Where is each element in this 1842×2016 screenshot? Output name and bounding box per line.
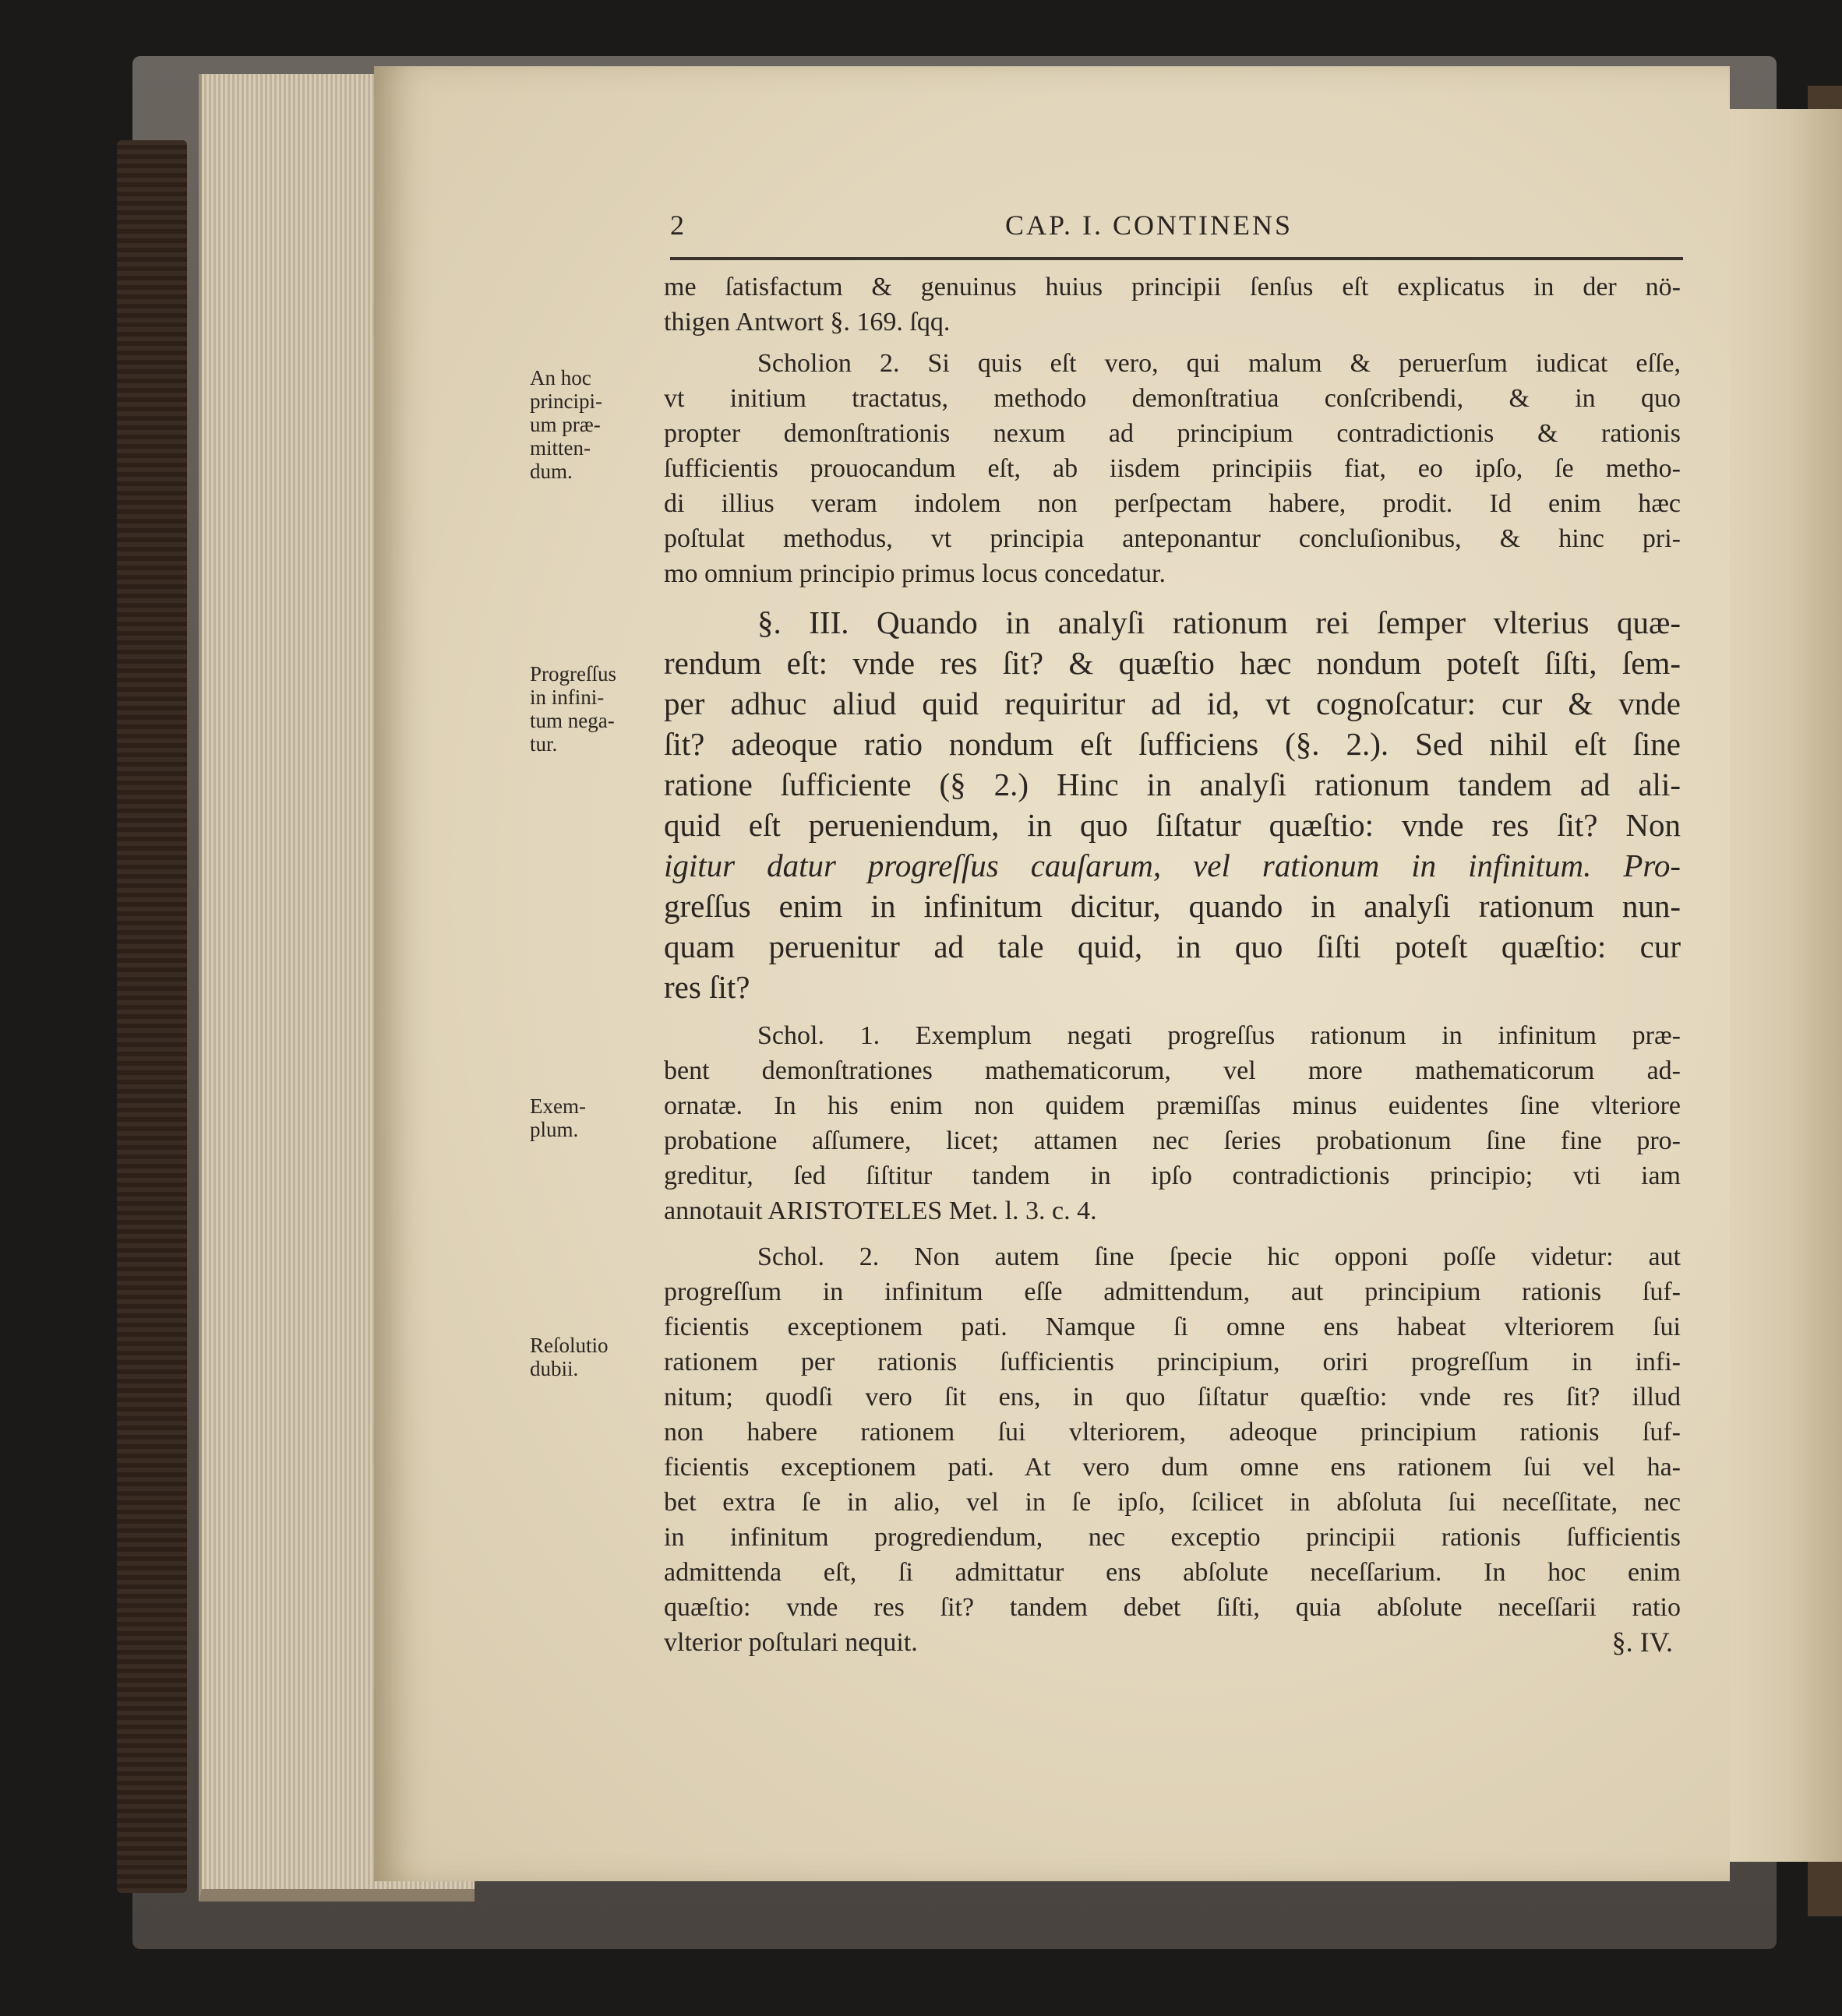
text-line: propter demonſtrationis nexum ad principium contradictionis & rationis <box>664 419 1681 448</box>
book-spine-leather <box>117 140 187 1893</box>
text-line: ratione ſufficiente (§ 2.) Hinc in analyſi rationum tandem ad ali- <box>664 767 1681 802</box>
page-number: 2 <box>670 210 686 241</box>
margin-note-line: Reſolutio <box>530 1334 609 1357</box>
margin-note-line: principi- <box>530 389 602 413</box>
text-line: nitum; quodſi vero ſit ens, in quo ſiſtatur quæſtio: vnde res ſit? illud <box>664 1383 1681 1412</box>
text-line: per adhuc aliud quid requiritur ad id, vt cognoſcatur: cur & vnde <box>664 686 1681 721</box>
text-line: me ſatisfactum & genuinus huius principii ſenſus eſt explicatus in der nö- <box>664 273 1681 301</box>
main-text <box>664 270 1681 1660</box>
margin-note-line: mitten- <box>530 436 591 460</box>
margin-note-line: plum. <box>530 1118 579 1141</box>
header-rule <box>670 257 1683 260</box>
text-line: ſufficientis prouocandum eſt, ab iisdem principiis fiat, eo ipſo, ſe metho- <box>664 454 1681 483</box>
margin-note-line: Exem- <box>530 1094 586 1118</box>
catchword: §. IV. <box>1611 1627 1673 1658</box>
text-line: Schol. 2. Non autem ſine ſpecie hic opponi poſſe videtur: aut <box>757 1242 1681 1271</box>
text-line: igitur datur progreſſus cauſarum, vel rationum in infinitum. Pro- <box>664 848 1681 883</box>
text-line: bet extra ſe in alio, vel in ſe ipſo, ſcilicet in abſoluta ſui neceſſitate, nec <box>664 1488 1681 1517</box>
text-line: vt initium tractatus, methodo demonſtratiua conſcribendi, & in quo <box>664 384 1681 413</box>
text-line: greditur, ſed ſiſtitur tandem in ipſo contradictionis principio; vti iam <box>664 1161 1681 1190</box>
margin-note-1 <box>530 366 662 483</box>
text-line: bent demonſtrationes mathematicorum, vel more mathematicorum ad- <box>664 1056 1681 1085</box>
margin-note-2 <box>530 662 662 756</box>
text-line: quæſtio: vnde res ſit? tandem debet ſiſti, quia abſolute neceſſarii ratio <box>664 1593 1681 1622</box>
margin-note-line: dum. <box>530 460 573 483</box>
margin-note-4 <box>530 1334 662 1380</box>
text-line: probatione aſſumere, licet; attamen nec ſeries probationum ſine fine pro- <box>664 1126 1681 1155</box>
margin-note-line: Progreſſus <box>530 662 616 686</box>
text-line: mo omnium principio primus locus concedatur. <box>664 559 1166 588</box>
margin-note-line: in infini- <box>530 686 605 709</box>
text-line: admittenda eſt, ſi admittatur ens abſolute neceſſarium. In hoc enim <box>664 1558 1681 1587</box>
text-line: §. III. Quando in analyſi rationum rei ſemper vlterius quæ- <box>757 604 1681 640</box>
text-line: poſtulat methodus, vt principia anteponantur concluſionibus, & hinc pri- <box>664 524 1681 553</box>
text-line: ornatæ. In his enim non quidem præmiſſas minus euidentes ſine vlteriore <box>664 1091 1681 1120</box>
text-line: res ſit? <box>664 969 750 1005</box>
text-line: progreſſum in infinitum eſſe admittendum, aut principium rationis ſuf- <box>664 1278 1681 1306</box>
text-line: quid eſt perueniendum, in quo ſiſtatur quæſtio: vnde res ſit? Non <box>664 807 1681 843</box>
text-line: thigen Antwort §. 169. ſqq. <box>664 308 951 337</box>
margin-note-3 <box>530 1094 662 1141</box>
text-line: non habere rationem ſui vlteriorem, adeoque principium rationis ſuf- <box>664 1418 1681 1447</box>
text-line: quam peruenitur ad tale quid, in quo ſiſti poteſt quæſtio: cur <box>664 929 1681 964</box>
text-line: di illius veram indolem non perſpectam habere, prodit. Id enim hæc <box>664 489 1681 518</box>
text-line: in infinitum progrediendum, nec exceptio principii rationis ſufficientis <box>664 1523 1681 1552</box>
text-line: ficientis exceptionem pati. Namque ſi omne ens habeat vlteriorem ſui <box>664 1313 1681 1341</box>
running-header <box>670 209 1691 248</box>
margin-note-line: tum nega- <box>530 709 615 732</box>
text-line: ſit? adeoque ratio nondum eſt ſufficiens (§. 2.). Sed nihil eſt ſine <box>664 726 1681 762</box>
text-line: vlterior poſtulari nequit. <box>664 1628 918 1657</box>
text-line: Scholion 2. Si quis eſt vero, qui malum & peruerſum iudicat eſſe, <box>757 349 1681 378</box>
text-line: Schol. 1. Exemplum negati progreſſus rationum in infinitum præ- <box>757 1021 1681 1050</box>
margin-note-line: An hoc <box>530 366 591 389</box>
text-line: rationem per rationis ſufficientis principium, oriri progreſſum in infi- <box>664 1348 1681 1376</box>
margin-note-line: tur. <box>530 732 558 756</box>
text-line: greſſus enim in infinitum dicitur, quando in analyſi rationum nun- <box>664 888 1681 924</box>
margin-note-line: dubii. <box>530 1357 579 1380</box>
text-line: rendum eſt: vnde res ſit? & quæſtio hæc nondum poteſt ſiſti, ſem- <box>664 645 1681 681</box>
text-line: ficientis exceptionem pati. At vero dum omne ens rationem ſui vel ha- <box>664 1453 1681 1482</box>
running-title: CAP. I. CONTINENS <box>1005 210 1293 241</box>
margin-note-line: um præ- <box>530 413 601 436</box>
text-line: annotauit ARISTOTELES Met. l. 3. c. 4. <box>664 1197 1097 1225</box>
